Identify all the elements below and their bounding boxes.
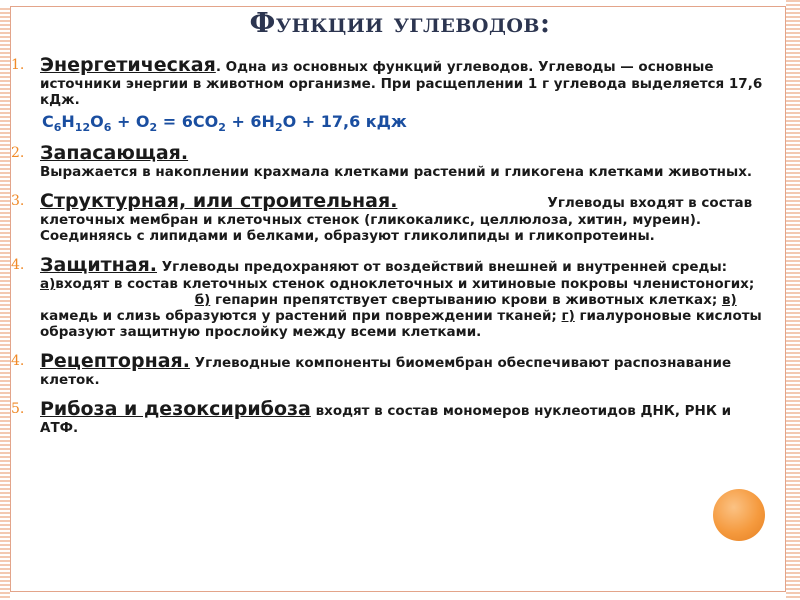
- list-item-storage: [10, 142, 770, 180]
- item-number: 4.: [11, 257, 25, 274]
- list-item-receptor: [10, 350, 770, 388]
- list-item-structural: [10, 190, 770, 244]
- item-number: 3.: [11, 193, 25, 210]
- item-heading: Запасающая.: [40, 142, 189, 165]
- list-item-energy: [10, 54, 770, 138]
- left-decorative-stripe: [0, 8, 10, 598]
- item-text: входят в состав мономеров нуклеотидов ДНК, РНК и АТФ.: [40, 403, 732, 437]
- item-heading: Энергетическая: [40, 54, 216, 76]
- item-text: Выражается в накоплении крахмала клетками растений и гликогена клетками животных.: [40, 164, 753, 181]
- functions-list: [10, 54, 770, 436]
- item-text: Углеводы входят в состав клеточных мембран и клеточных стенок (гликокаликс, целлюлоза, хитин, муреин). Соединяясь с липидами и белками, образуют гликолипиды и гликопротеины.: [40, 195, 753, 245]
- sublabel-v: в): [721, 292, 737, 309]
- item-text: . Одна из основных функций углеводов. Углеводы — основные источники энергии в животном организме. При расщеплении 1 г углевода выделяется 17,6 кДж.: [40, 59, 763, 108]
- right-decorative-stripe: [786, 0, 800, 600]
- item-text: гепарин препятствует свертыванию крови в животных клетках;: [215, 292, 718, 309]
- item-text: входят в состав клеточных стенок одноклеточных и хитиновые покровы членистоногих;: [55, 276, 755, 293]
- item-number: 1.: [11, 57, 25, 73]
- sublabel-g: г): [561, 308, 575, 325]
- item-heading: Рибоза и дезоксирибоза: [40, 398, 311, 421]
- item-text: камедь и слизь образуются у растений при повреждении тканей;: [40, 308, 557, 325]
- list-item-protective: [10, 254, 770, 340]
- item-heading: Защитная.: [40, 254, 158, 277]
- item-text: Углеводные компоненты биомембран обеспечивают распознавание клеток.: [40, 355, 732, 389]
- item-text: Углеводы предохраняют от воздействий внешней и внутренней среды:: [161, 259, 728, 276]
- item-number: 4.: [11, 353, 25, 370]
- decorative-orange-circle: [713, 489, 765, 541]
- item-number: 2.: [11, 145, 25, 162]
- slide-title: Функции углеводов:: [249, 8, 551, 39]
- sublabel-a: а): [40, 276, 56, 293]
- sublabel-b: б): [194, 292, 211, 309]
- item-heading: Рецепторная.: [40, 350, 190, 373]
- item-text: гиалуроновые кислоты образуют защитную прослойку между всеми клетками.: [40, 308, 762, 341]
- item-number: 5.: [11, 401, 25, 418]
- list-item-ribose: [10, 398, 770, 436]
- item-heading: Структурная, или строительная.: [40, 190, 398, 213]
- glucose-formula: $C_6H_{12}O_6 + O_2 = 6CO_2 + 6H_2O + 17,6$ кДж: [42, 112, 407, 135]
